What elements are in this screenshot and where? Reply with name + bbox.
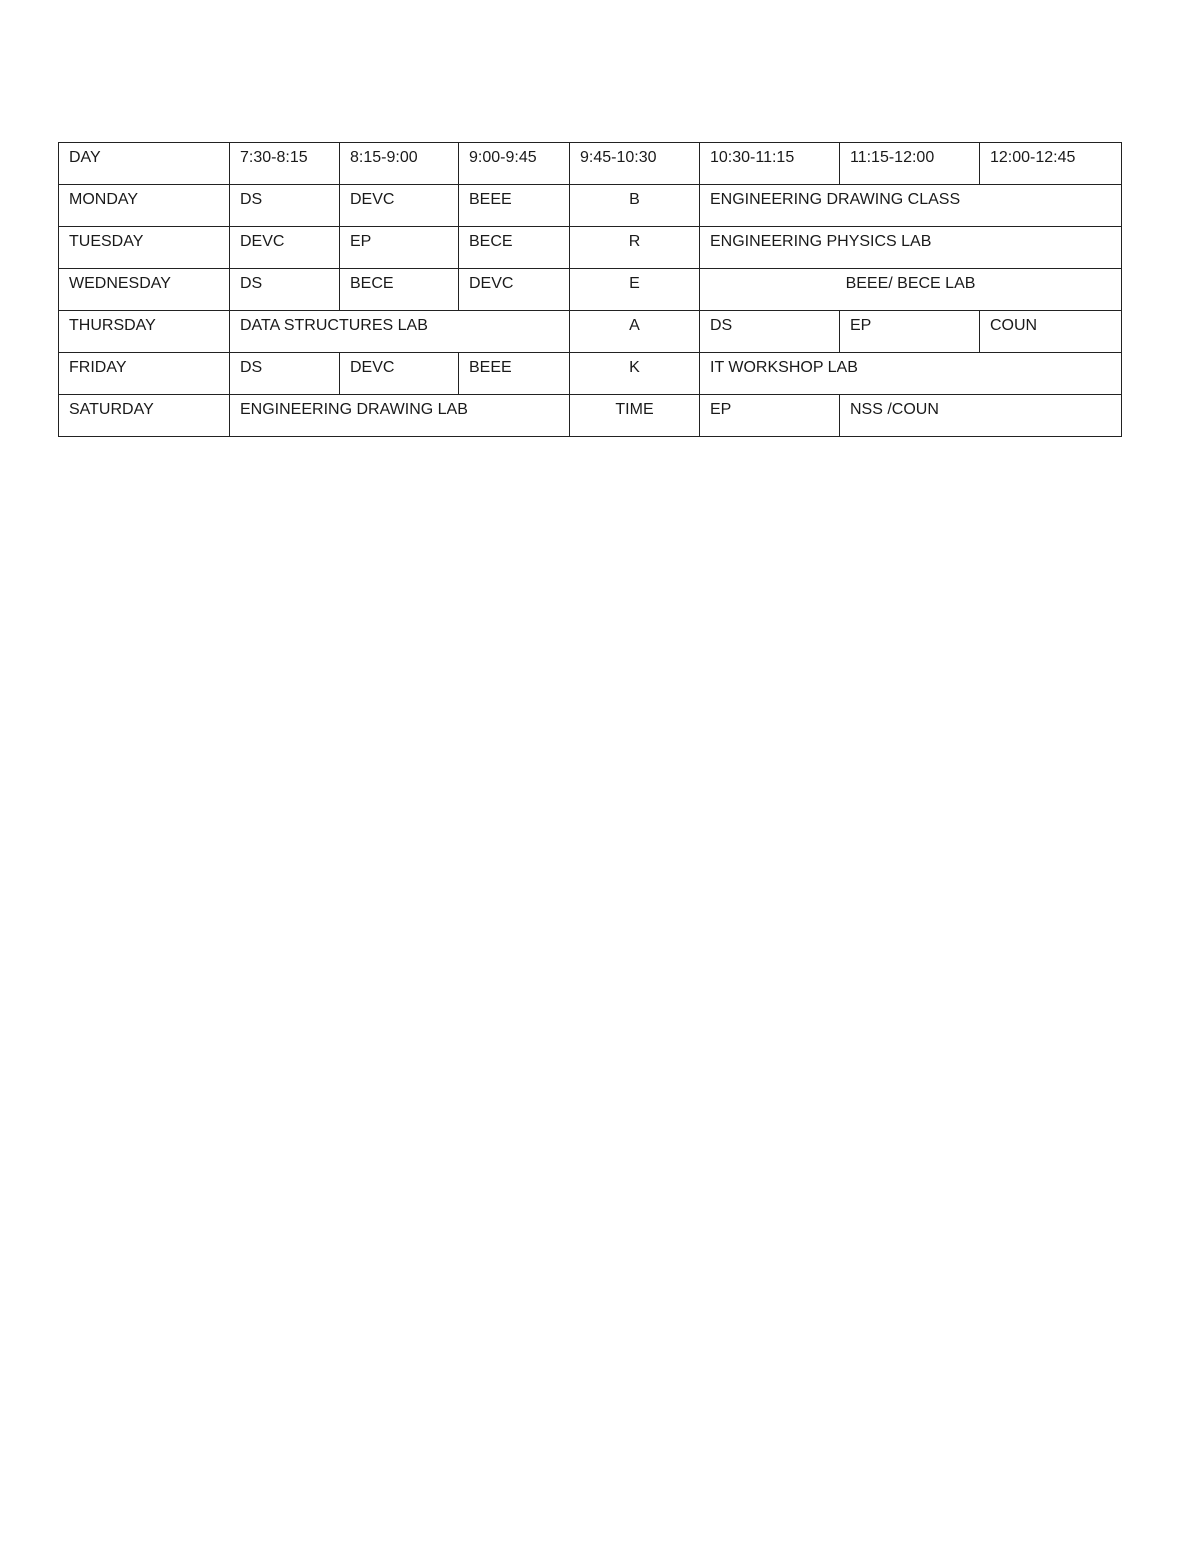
table-row (59, 311, 1122, 353)
class-cell: A (570, 311, 700, 353)
timetable-body (59, 143, 1122, 437)
timetable (58, 142, 1122, 437)
day-cell: MONDAY (59, 185, 230, 227)
class-cell: BEEE/ BECE LAB (700, 269, 1122, 311)
class-cell: ENGINEERING DRAWING LAB (230, 395, 570, 437)
table-row (59, 227, 1122, 269)
header-row (59, 143, 1122, 185)
class-cell: DEVC (340, 185, 459, 227)
day-cell: TUESDAY (59, 227, 230, 269)
class-cell: DS (700, 311, 840, 353)
header-time-slot: 8:15-9:00 (340, 143, 459, 185)
table-row (59, 185, 1122, 227)
class-cell: BEEE (459, 185, 570, 227)
class-cell: DEVC (459, 269, 570, 311)
class-cell: E (570, 269, 700, 311)
class-cell: DATA STRUCTURES LAB (230, 311, 570, 353)
class-cell: DS (230, 185, 340, 227)
class-cell: EP (840, 311, 980, 353)
header-time-slot: 11:15-12:00 (840, 143, 980, 185)
header-time-slot: 9:45-10:30 (570, 143, 700, 185)
class-cell: DEVC (340, 353, 459, 395)
header-day: DAY (59, 143, 230, 185)
class-cell: R (570, 227, 700, 269)
class-cell: ENGINEERING DRAWING CLASS (700, 185, 1122, 227)
day-cell: FRIDAY (59, 353, 230, 395)
table-row (59, 269, 1122, 311)
class-cell: DEVC (230, 227, 340, 269)
class-cell: TIME (570, 395, 700, 437)
class-cell: B (570, 185, 700, 227)
class-cell: BEEE (459, 353, 570, 395)
header-time-slot: 12:00-12:45 (980, 143, 1122, 185)
class-cell: BECE (459, 227, 570, 269)
header-time-slot: 10:30-11:15 (700, 143, 840, 185)
header-time-slot: 9:00-9:45 (459, 143, 570, 185)
day-cell: SATURDAY (59, 395, 230, 437)
day-cell: WEDNESDAY (59, 269, 230, 311)
class-cell: NSS /COUN (840, 395, 1122, 437)
class-cell: DS (230, 269, 340, 311)
class-cell: EP (340, 227, 459, 269)
class-cell: COUN (980, 311, 1122, 353)
class-cell: BECE (340, 269, 459, 311)
header-time-slot: 7:30-8:15 (230, 143, 340, 185)
day-cell: THURSDAY (59, 311, 230, 353)
class-cell: ENGINEERING PHYSICS LAB (700, 227, 1122, 269)
table-row (59, 395, 1122, 437)
class-cell: K (570, 353, 700, 395)
table-row (59, 353, 1122, 395)
class-cell: EP (700, 395, 840, 437)
class-cell: DS (230, 353, 340, 395)
class-cell: IT WORKSHOP LAB (700, 353, 1122, 395)
